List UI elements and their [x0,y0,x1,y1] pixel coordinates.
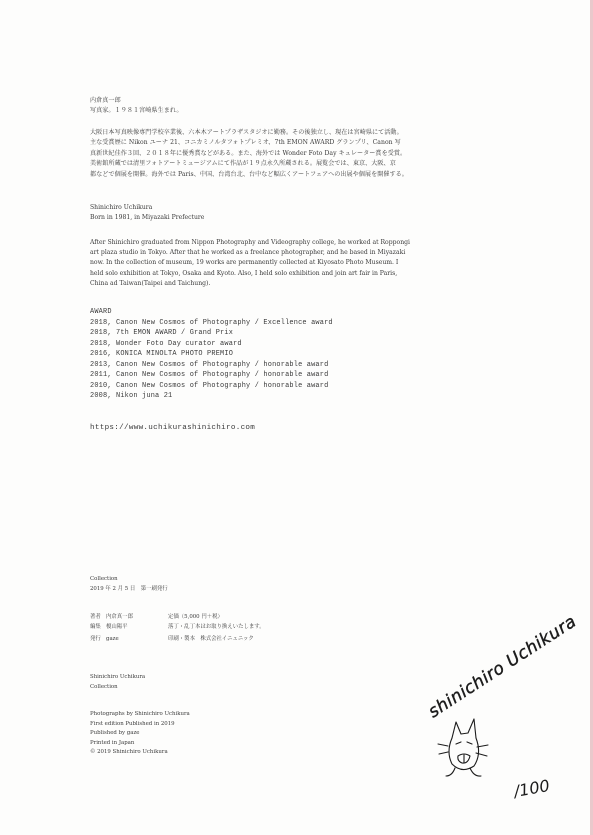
credits-line: First edition Published in 2019 [90,720,175,727]
bio-jp-line: 美術館所蔵では清里フォトアートミュージアムにて作品が１９点永久所蔵される。展覧会では、東京、大阪、京 [90,160,396,168]
bio-en-line: After Shinichiro graduated from Nippon Photography and Videography college, he worked at Roppongi [90,239,410,246]
editor-label: 編集 [90,624,101,630]
credits-line: © 2019 Shinichiro Uchikura [90,749,168,755]
bio-en-line: now. In the collection of museum, 19 works are permanently collected at Kiyosato Photo Museum. I [90,259,399,267]
signature-text: shinichiro Uchikura [424,611,581,723]
bio-en-line: China ad Taiwan(Taipei and Taichung). [90,279,211,287]
bio-jp-name: 内倉真一郎 [90,97,121,104]
printer-value: 印刷・製本 株式会社イニュニック [168,636,254,642]
handwritten-signature [425,612,580,723]
credits-line: Photographs by Shinichiro Uchikura [90,711,190,717]
publisher-label: 発行 [90,636,101,642]
bio-jp-line: 大阪日本写真映像専門学校卒業後、六本木アートプラザスタジオに勤務。その後独立し、現在は宮崎県にて活動。 [90,129,403,136]
bio-jp-intro: 写真家。１９８１宮崎県生まれ。 [90,107,183,115]
price-value: 定価（5,000 円＋税） [168,614,223,620]
bio-en-name: Shinichiro Uchikura [90,204,153,211]
website-url[interactable]: https://www.uchikurashinichiro.com [90,424,256,432]
colophon-title: Collection [90,576,118,582]
credits-title: Collection [90,683,118,690]
award-item: 2018, Canon New Cosmos of Photography / Excellence award [90,318,333,327]
editor-value: 榎山陽平 [106,624,128,630]
award-item: 2010, Canon New Cosmos of Photography / honorable award [90,381,329,390]
award-item: 2008, Nikon juna 21 [90,392,173,400]
author-value: 内倉真一郎 [106,614,133,620]
award-item: 2013, Canon New Cosmos of Photography / honorable award [90,360,329,369]
exchange-note: 落丁・乱丁本はお取り換えいたします。 [168,624,265,630]
author-label: 著者 [90,614,101,620]
bio-jp-line: 真新世紀佳作３回、２０１８年に優秀賞などがある。また、海外では Wonder Foto Day キュレーター賞を受賞。 [90,149,407,157]
publisher-value: gaze [106,636,119,642]
bio-en-line: art plaza studio in Tokyo. After that he worked as a freelance photographer, and he based in Miyazaki [90,249,406,257]
bio-jp-line: 主な受賞歴に Nikon ユーナ 21、コニカミノルタフォトプレミオ、7th EMON AWARD グランプリ、Canon 写 [90,139,401,147]
award-item: 2016, KONICA MINOLTA PHOTO PREMIO [90,350,234,358]
edition-number: /100 [512,775,552,801]
credits-line: Printed in Japan [90,739,135,746]
colophon-date: 2019 年 2 月 5 日 第一刷発行 [90,585,168,592]
award-item: 2018, 7th EMON AWARD / Grand Prix [90,329,234,337]
bio-en-line: held solo exhibition at Tokyo, Osaka and Kyoto. Also, I held solo exhibition and join art fair in Paris, [90,269,398,277]
awards-heading: AWARD [90,308,112,316]
award-item: 2018, Wonder Foto Day curator award [90,339,242,348]
bio-jp-line: 都などで個展を開催。海外では Paris、中国、台湾台北、台中など幅広くアートフェアへの出展や個展を開催する。 [90,170,408,178]
bio-en-born: Born in 1981, in Miyazaki Prefecture [90,214,205,222]
award-item: 2011, Canon New Cosmos of Photography / honorable award [90,371,329,379]
credits-artist: Shinichiro Uchikura [90,674,146,680]
credits-line: Published by gaze [90,730,140,736]
cat-doodle-icon [438,719,488,776]
